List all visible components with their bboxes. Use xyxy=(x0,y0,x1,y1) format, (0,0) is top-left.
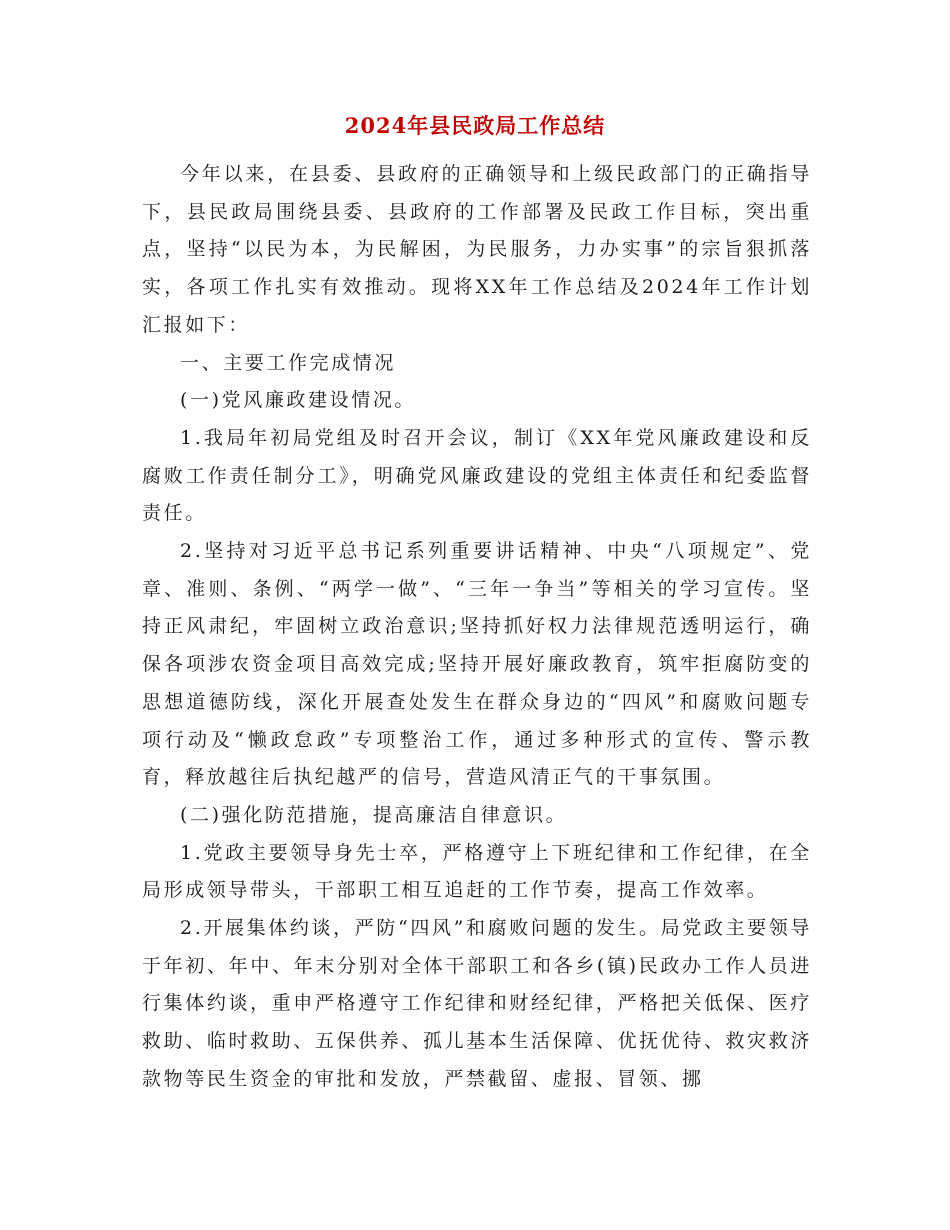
subsection-heading-party-conduct: (一)党风廉政建设情况。 xyxy=(180,389,417,412)
paragraph-item-2: 2.坚持对习近平总书记系列重要讲话精神、中央“八项规定”、党章、准则、条例、“两学一做”、“三年一争当”等相关的学习宣传。坚持正风肃纪，牢固树立政治意识;坚持抓好权力法律规范透明运行，确保各项涉农资金项目高效完成;坚持开展好廉政教育，筑牢拒腐防变的思想道德防线，深化开展查处发生在群众身边的“四风”和腐败问题专项行动及“懒政怠政”专项整治工作，通过多种形式的宣传、警示教育，释放越往后执纪越严的信号，营造风清正气的干事氛围。 xyxy=(142,540,812,789)
subsection-heading-prevention: (二)强化防范措施，提高廉洁自律意识。 xyxy=(180,803,568,826)
paragraph-item-1: 1.我局年初局党组及时召开会议，制订《XX年党风廉政建设和反腐败工作责任制分工》，明确党风廉政建设的党组主体责任和纪委监督责任。 xyxy=(142,426,812,525)
paragraph-intro: 今年以来，在县委、县政府的正确领导和上级民政部门的正确指导下，县民政局围绕县委、县政府的工作部署及民政工作目标，突出重点，坚持“以民为本，为民解困，为民服务，力办实事”的宗旨狠抓落实，各项工作扎实有效推动。现将XX年工作总结及2024年工作计划汇报如下： xyxy=(142,163,812,336)
paragraph-item-4: 2.开展集体约谈，严防“四风”和腐败问题的发生。局党政主要领导于年初、年中、年末分别对全体干部职工和各乡(镇)民政办工作人员进行集体约谈，重申严格遵守工作纪律和财经纪律，严格把关低保、医疗救助、临时救助、五保供养、孤儿基本生活保障、优抚优待、救灾救济款物等民生资金的审批和发放，严禁截留、虚报、冒领、挪 xyxy=(142,917,812,1090)
section-heading-main-work: 一、主要工作完成情况 xyxy=(180,351,397,374)
document-body xyxy=(142,156,812,1099)
paragraph-item-3: 1.党政主要领导身先士卒，严格遵守上下班纪律和工作纪律，在全局形成领导带头，干部职工相互追赶的工作节奏，提高工作效率。 xyxy=(142,841,812,902)
document-title: 2024年县民政局工作总结 xyxy=(344,113,606,138)
